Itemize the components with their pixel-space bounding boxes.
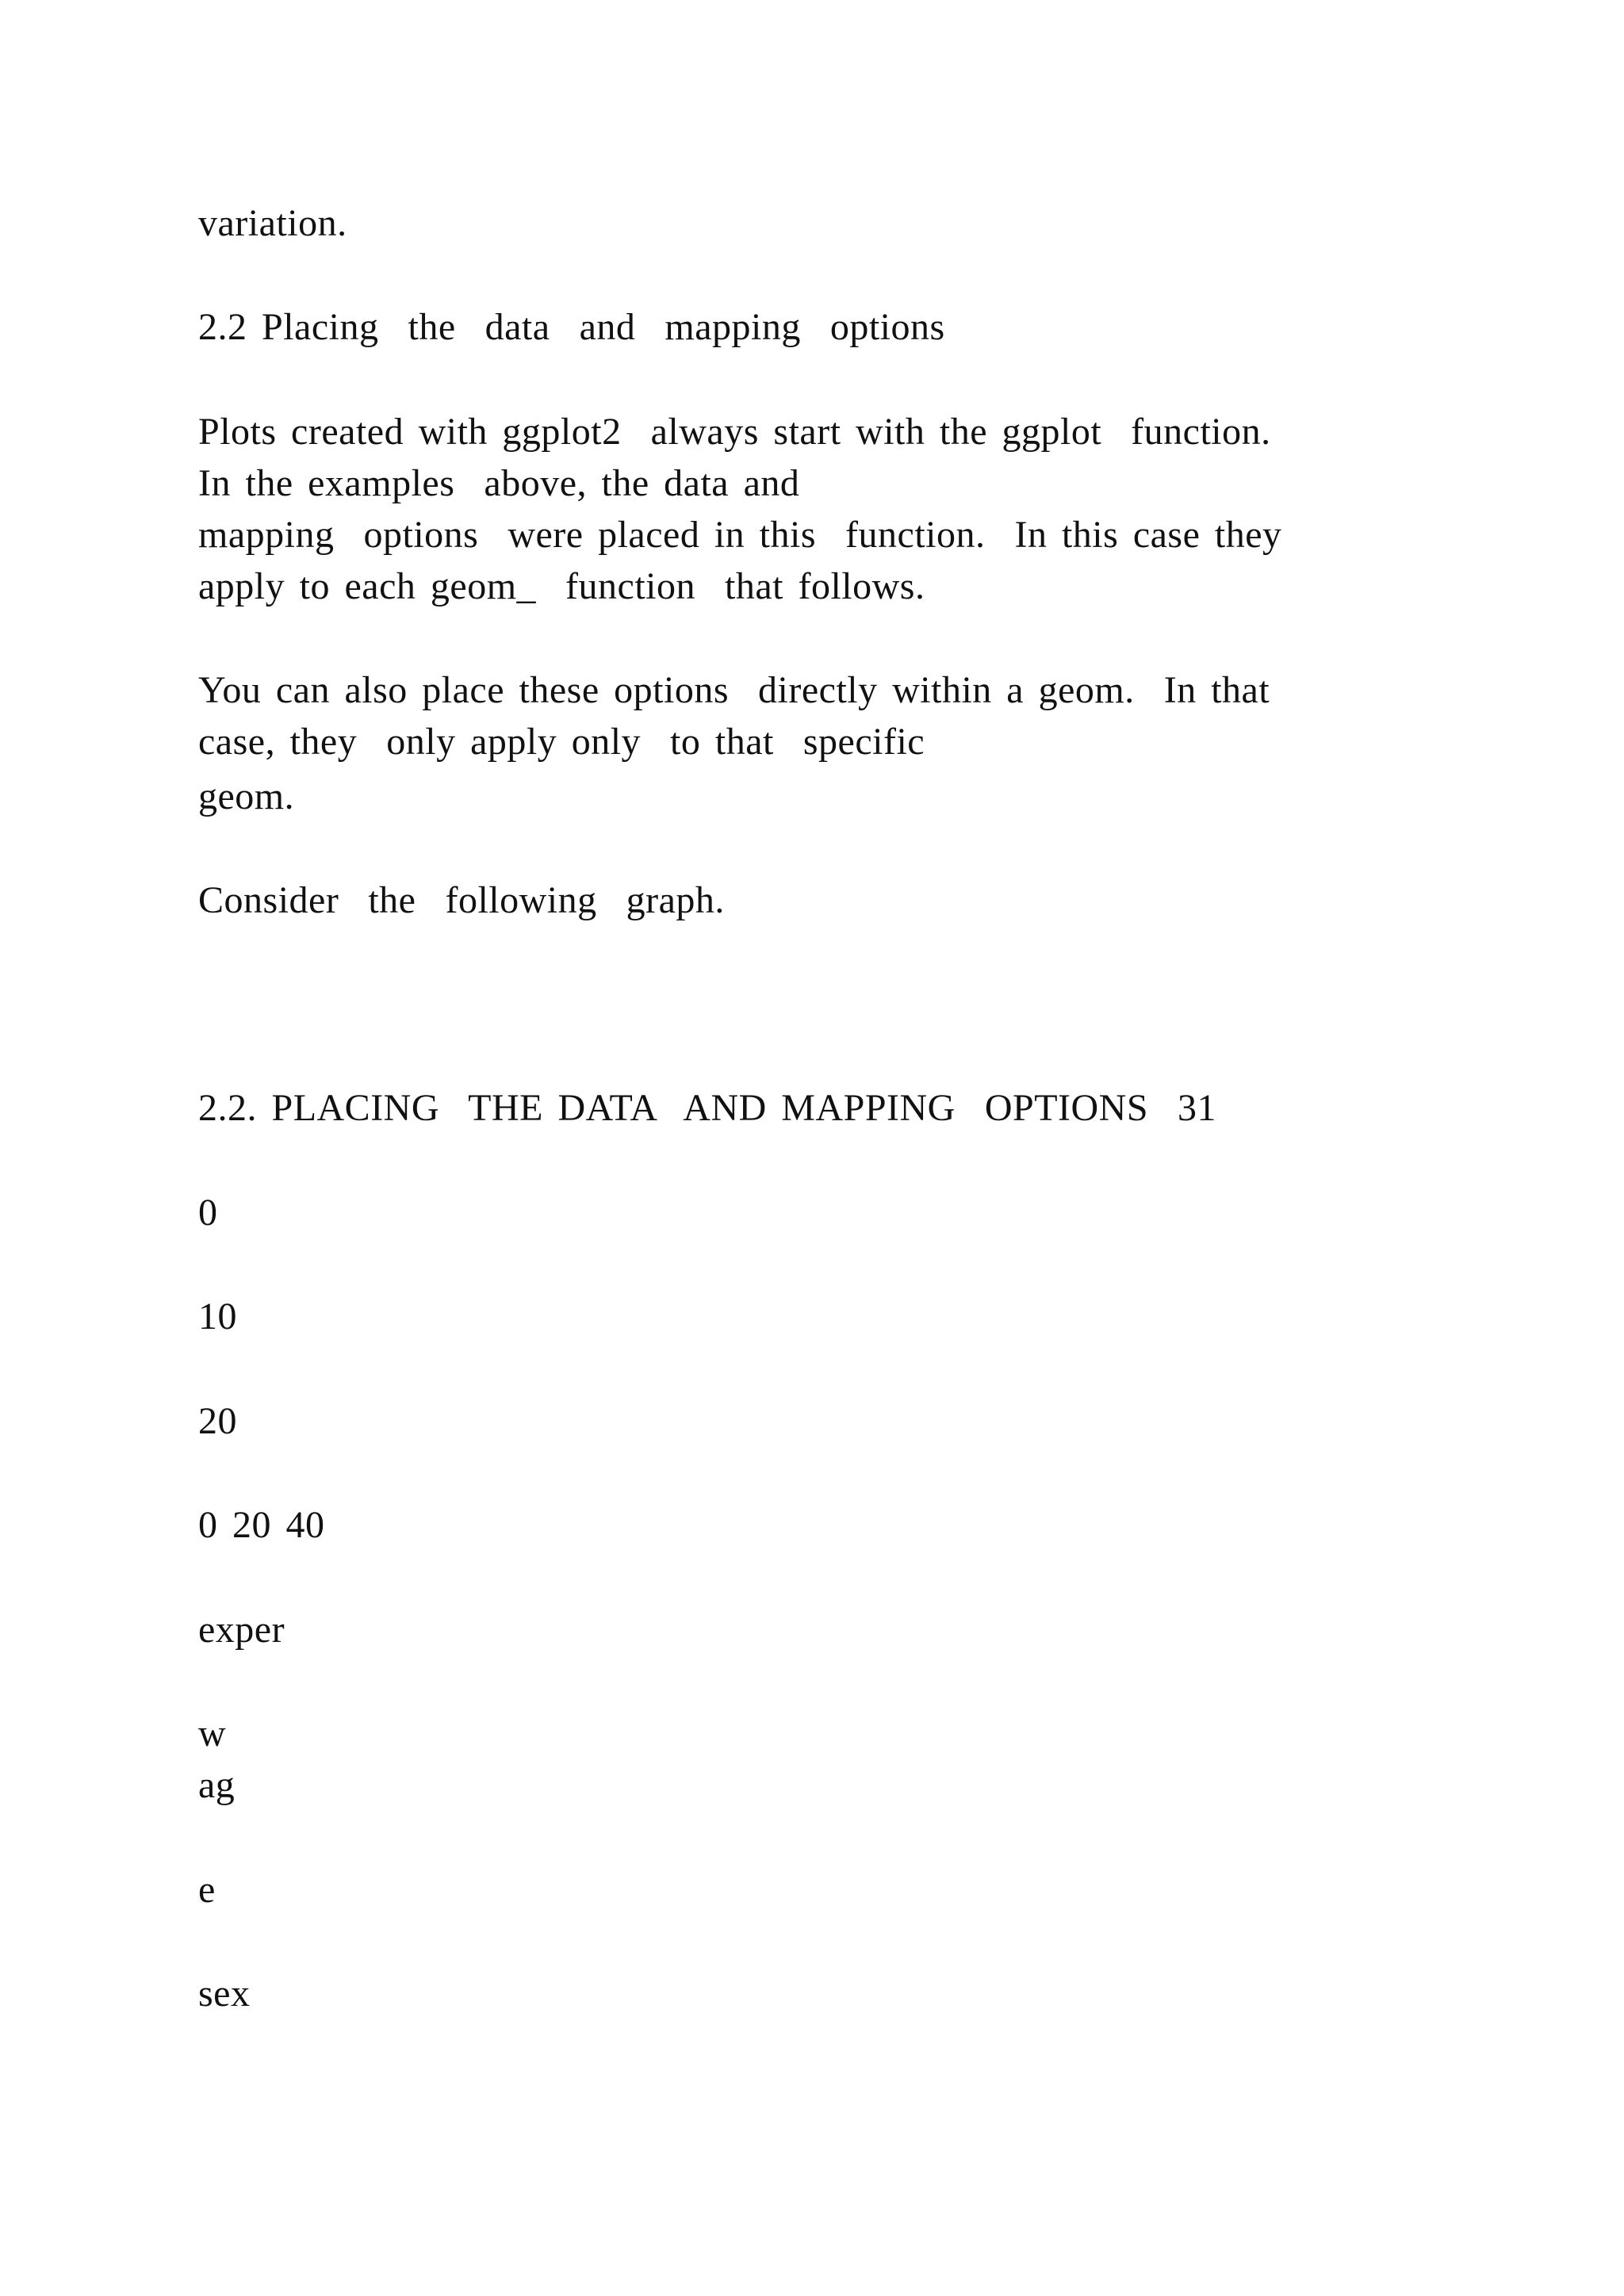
paragraph-1-line-3: mapping options were placed in this function. In this case they <box>198 514 1282 556</box>
paragraph-1-line-4: apply to each geom_ function that follows. <box>198 565 925 607</box>
axis-tick-text-0: 0 <box>198 1192 218 1234</box>
paragraph-2-line-1: You can also place these options directly within a geom. In that <box>198 669 1270 711</box>
paragraph-1-line-2: In the examples above, the data and <box>198 462 800 504</box>
legend-label-sex: sex <box>198 1973 251 2015</box>
text-line-variation: variation. <box>198 202 347 244</box>
axis-tick-text-20: 20 <box>198 1400 237 1442</box>
axis-label-fragment-ag: ag <box>198 1764 236 1806</box>
axis-label-exper: exper <box>198 1609 285 1651</box>
axis-label-fragment-w: w <box>198 1712 227 1755</box>
paragraph-2-line-2: case, they only apply only to that specific <box>198 721 925 763</box>
axis-label-fragment-e: e <box>198 1869 216 1911</box>
paragraph-2-line-3: geom. <box>198 775 295 817</box>
axis-tick-text-10: 10 <box>198 1295 237 1337</box>
axis-tick-text-x: 0 20 40 <box>198 1504 325 1546</box>
paragraph-1-line-1: Plots created with ggplot2 always start with the ggplot function. <box>198 411 1271 453</box>
running-header: 2.2. PLACING THE DATA AND MAPPING OPTIONS 31 <box>198 1087 1217 1129</box>
paragraph-3: Consider the following graph. <box>198 879 725 921</box>
section-heading: 2.2 Placing the data and mapping options <box>198 306 945 348</box>
